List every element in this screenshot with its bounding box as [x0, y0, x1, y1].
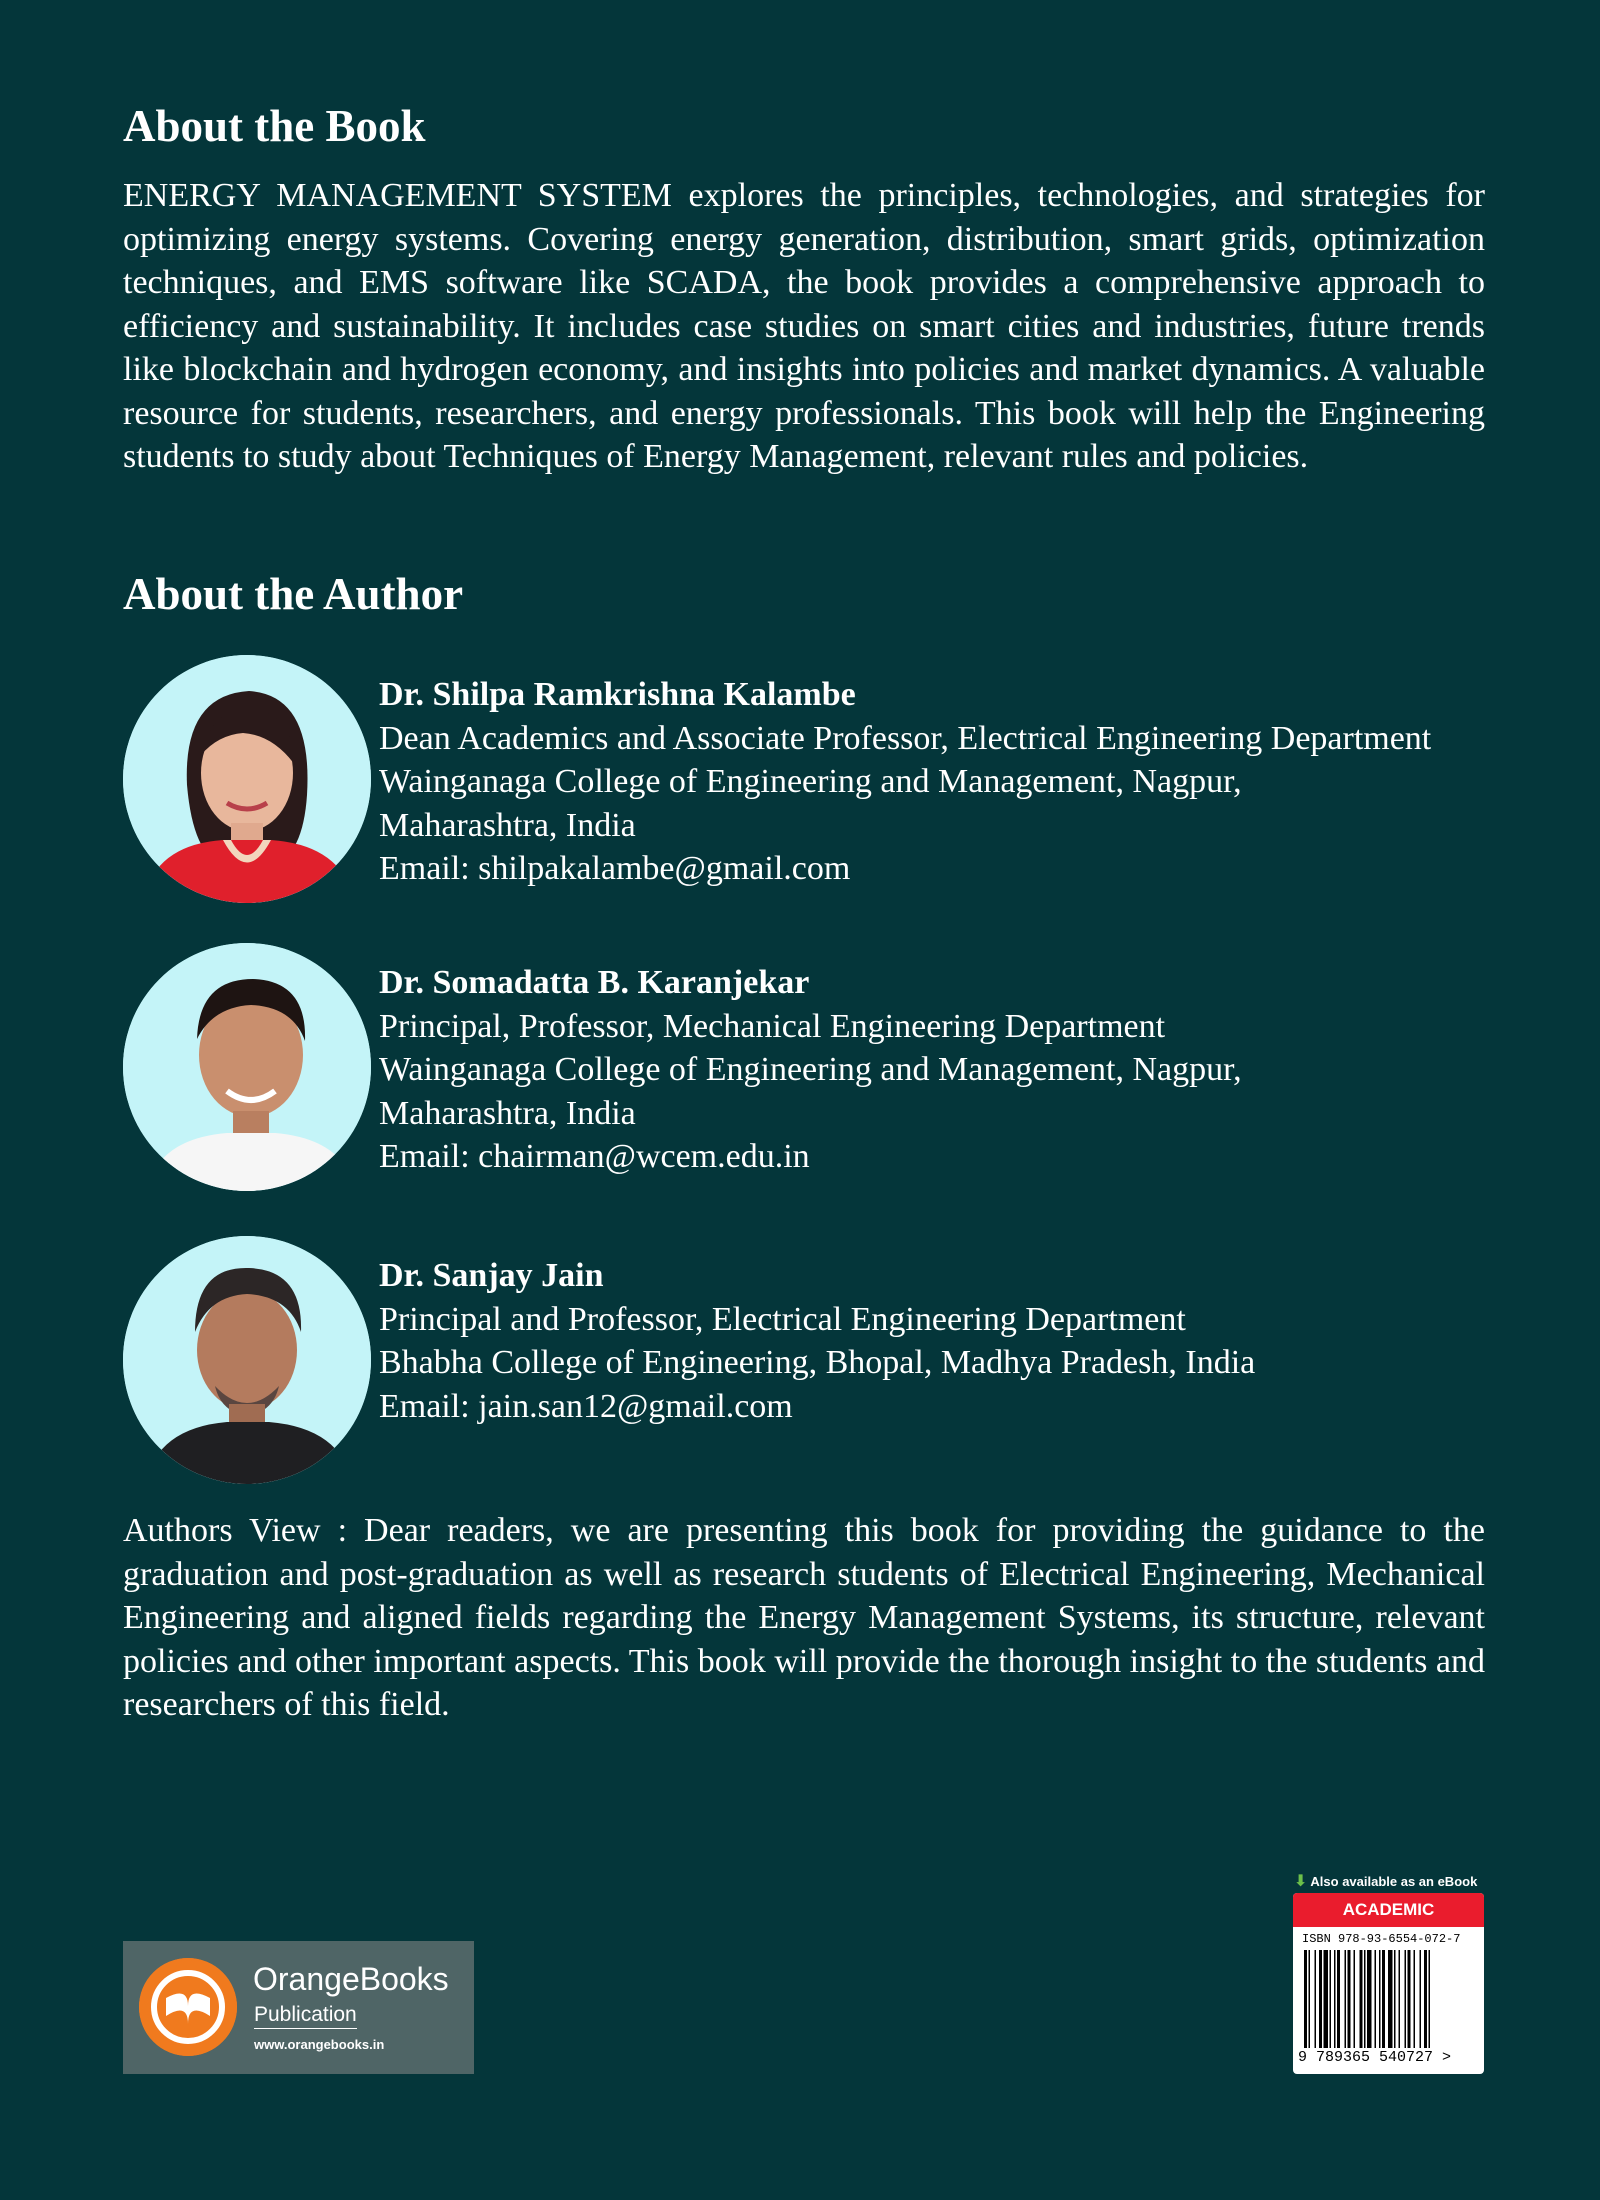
author-photo: [123, 943, 371, 1191]
open-book-icon: [139, 1958, 237, 2056]
barcode-bar: [1348, 1950, 1351, 2048]
barcode-bar: [1429, 1950, 1431, 2048]
barcode-bar: [1345, 1950, 1347, 2048]
barcode-bar: [1315, 1950, 1317, 2048]
publisher-name: OrangeBooks: [253, 1961, 449, 1997]
barcode-bar: [1420, 1950, 1422, 2048]
download-arrow-icon: ⬇: [1294, 1873, 1308, 1890]
barcode-bar: [1399, 1950, 1401, 2048]
author-location: Maharashtra, India: [379, 1094, 636, 1132]
category-band: ACADEMIC: [1293, 1893, 1484, 1927]
barcode-bar: [1364, 1950, 1366, 2048]
publisher-logo: [123, 1941, 474, 2074]
barcode-bar: [1319, 1950, 1322, 2048]
author-position: Principal, Professor, Mechanical Engineering Department: [379, 1007, 1166, 1045]
barcode-box: [1293, 1893, 1484, 2074]
barcode-bar: [1375, 1950, 1377, 2048]
man-portrait-icon: [123, 1236, 371, 1484]
book-description: ENERGY MANAGEMENT SYSTEM explores the principles, technologies, and strategies for optimizing energy systems. Covering energy generation, distribution, smart grids, optimization techniques, and EMS software like SCADA, the book provides a comprehensive approach to efficiency and sustainability. It includes case studies on smart cities and industries, future trends like blockchain and hydrogen economy, and insights into policies and market dynamics. A valuable resource for students, researchers, and energy professionals. This book will help the Engineering students to study about Techniques of Energy Management, relevant rules and policies.: [123, 177, 1485, 475]
barcode-bar: [1405, 1950, 1407, 2048]
barcode-bar: [1309, 1950, 1311, 2048]
barcode-bar: [1408, 1950, 1411, 2048]
barcode-bar: [1414, 1950, 1416, 2048]
barcode-bar: [1334, 1950, 1336, 2048]
barcode-bar: [1388, 1950, 1393, 2048]
publisher-subtitle: Publication: [254, 2003, 357, 2029]
author-position: Principal and Professor, Electrical Engineering Department: [379, 1300, 1186, 1338]
barcode-bar: [1354, 1950, 1356, 2048]
author-institution: Bhabha College of Engineering, Bhopal, Madhya Pradesh, India: [379, 1344, 1256, 1381]
barcode-bar: [1367, 1950, 1372, 2048]
author-name: Dr. Somadatta B. Karanjekar: [379, 964, 810, 1001]
barcode-bar: [1360, 1950, 1363, 2048]
author-name: Dr. Sanjay Jain: [379, 1257, 604, 1294]
isbn-label: ISBN 978-93-6554-072-7: [1302, 1932, 1461, 1946]
barcode-bars: [1302, 1950, 1474, 2048]
ebook-note-text: Also available as an eBook: [1310, 1874, 1478, 1889]
ebook-note: [1294, 1871, 1477, 1891]
author-email[interactable]: Email: jain.san12@gmail.com: [379, 1387, 793, 1425]
author-position: Dean Academics and Associate Professor, Electrical Engineering Department: [379, 719, 1432, 757]
man-portrait-icon: [123, 943, 371, 1191]
barcode-bar: [1324, 1950, 1329, 2048]
author-photo: [123, 1236, 371, 1484]
author-location: Maharashtra, India: [379, 806, 636, 844]
barcode-bar: [1379, 1950, 1381, 2048]
barcode-bar: [1337, 1950, 1340, 2048]
author-email[interactable]: Email: shilpakalambe@gmail.com: [379, 850, 851, 887]
woman-portrait-icon: [123, 655, 371, 903]
author-card: [123, 655, 1523, 905]
author-card: [123, 1236, 1523, 1486]
authors-view-text: Authors View : Dear readers, we are presenting this book for providing the guidance to the graduation and post-graduation as well as research students of Electrical Engineering, Mechanical Engineering and aligned fields regarding the Energy Management Systems, its structure, relevant policies and other important aspects. This book will provide the thorough insight to the students and researchers of this field.: [123, 1512, 1485, 1723]
author-email[interactable]: Email: chairman@wcem.edu.in: [379, 1138, 810, 1175]
barcode-bar: [1424, 1950, 1427, 2048]
about-author-heading: About the Author: [123, 569, 464, 619]
author-name: Dr. Shilpa Ramkrishna Kalambe: [379, 676, 856, 713]
barcode-bar: [1382, 1950, 1385, 2048]
author-institution: Wainganaga College of Engineering and Management, Nagpur,: [379, 763, 1242, 800]
author-institution: Wainganaga College of Engineering and Management, Nagpur,: [379, 1051, 1242, 1088]
author-card: [123, 943, 1523, 1193]
barcode-bar: [1394, 1950, 1396, 2048]
barcode-bar: [1304, 1950, 1307, 2048]
publisher-url[interactable]: www.orangebooks.in: [254, 2037, 385, 2052]
about-book-heading: About the Book: [123, 101, 426, 151]
barcode-bar: [1330, 1950, 1332, 2048]
author-photo: [123, 655, 371, 903]
barcode-digits: 9 789365 540727 >: [1298, 2049, 1452, 2066]
